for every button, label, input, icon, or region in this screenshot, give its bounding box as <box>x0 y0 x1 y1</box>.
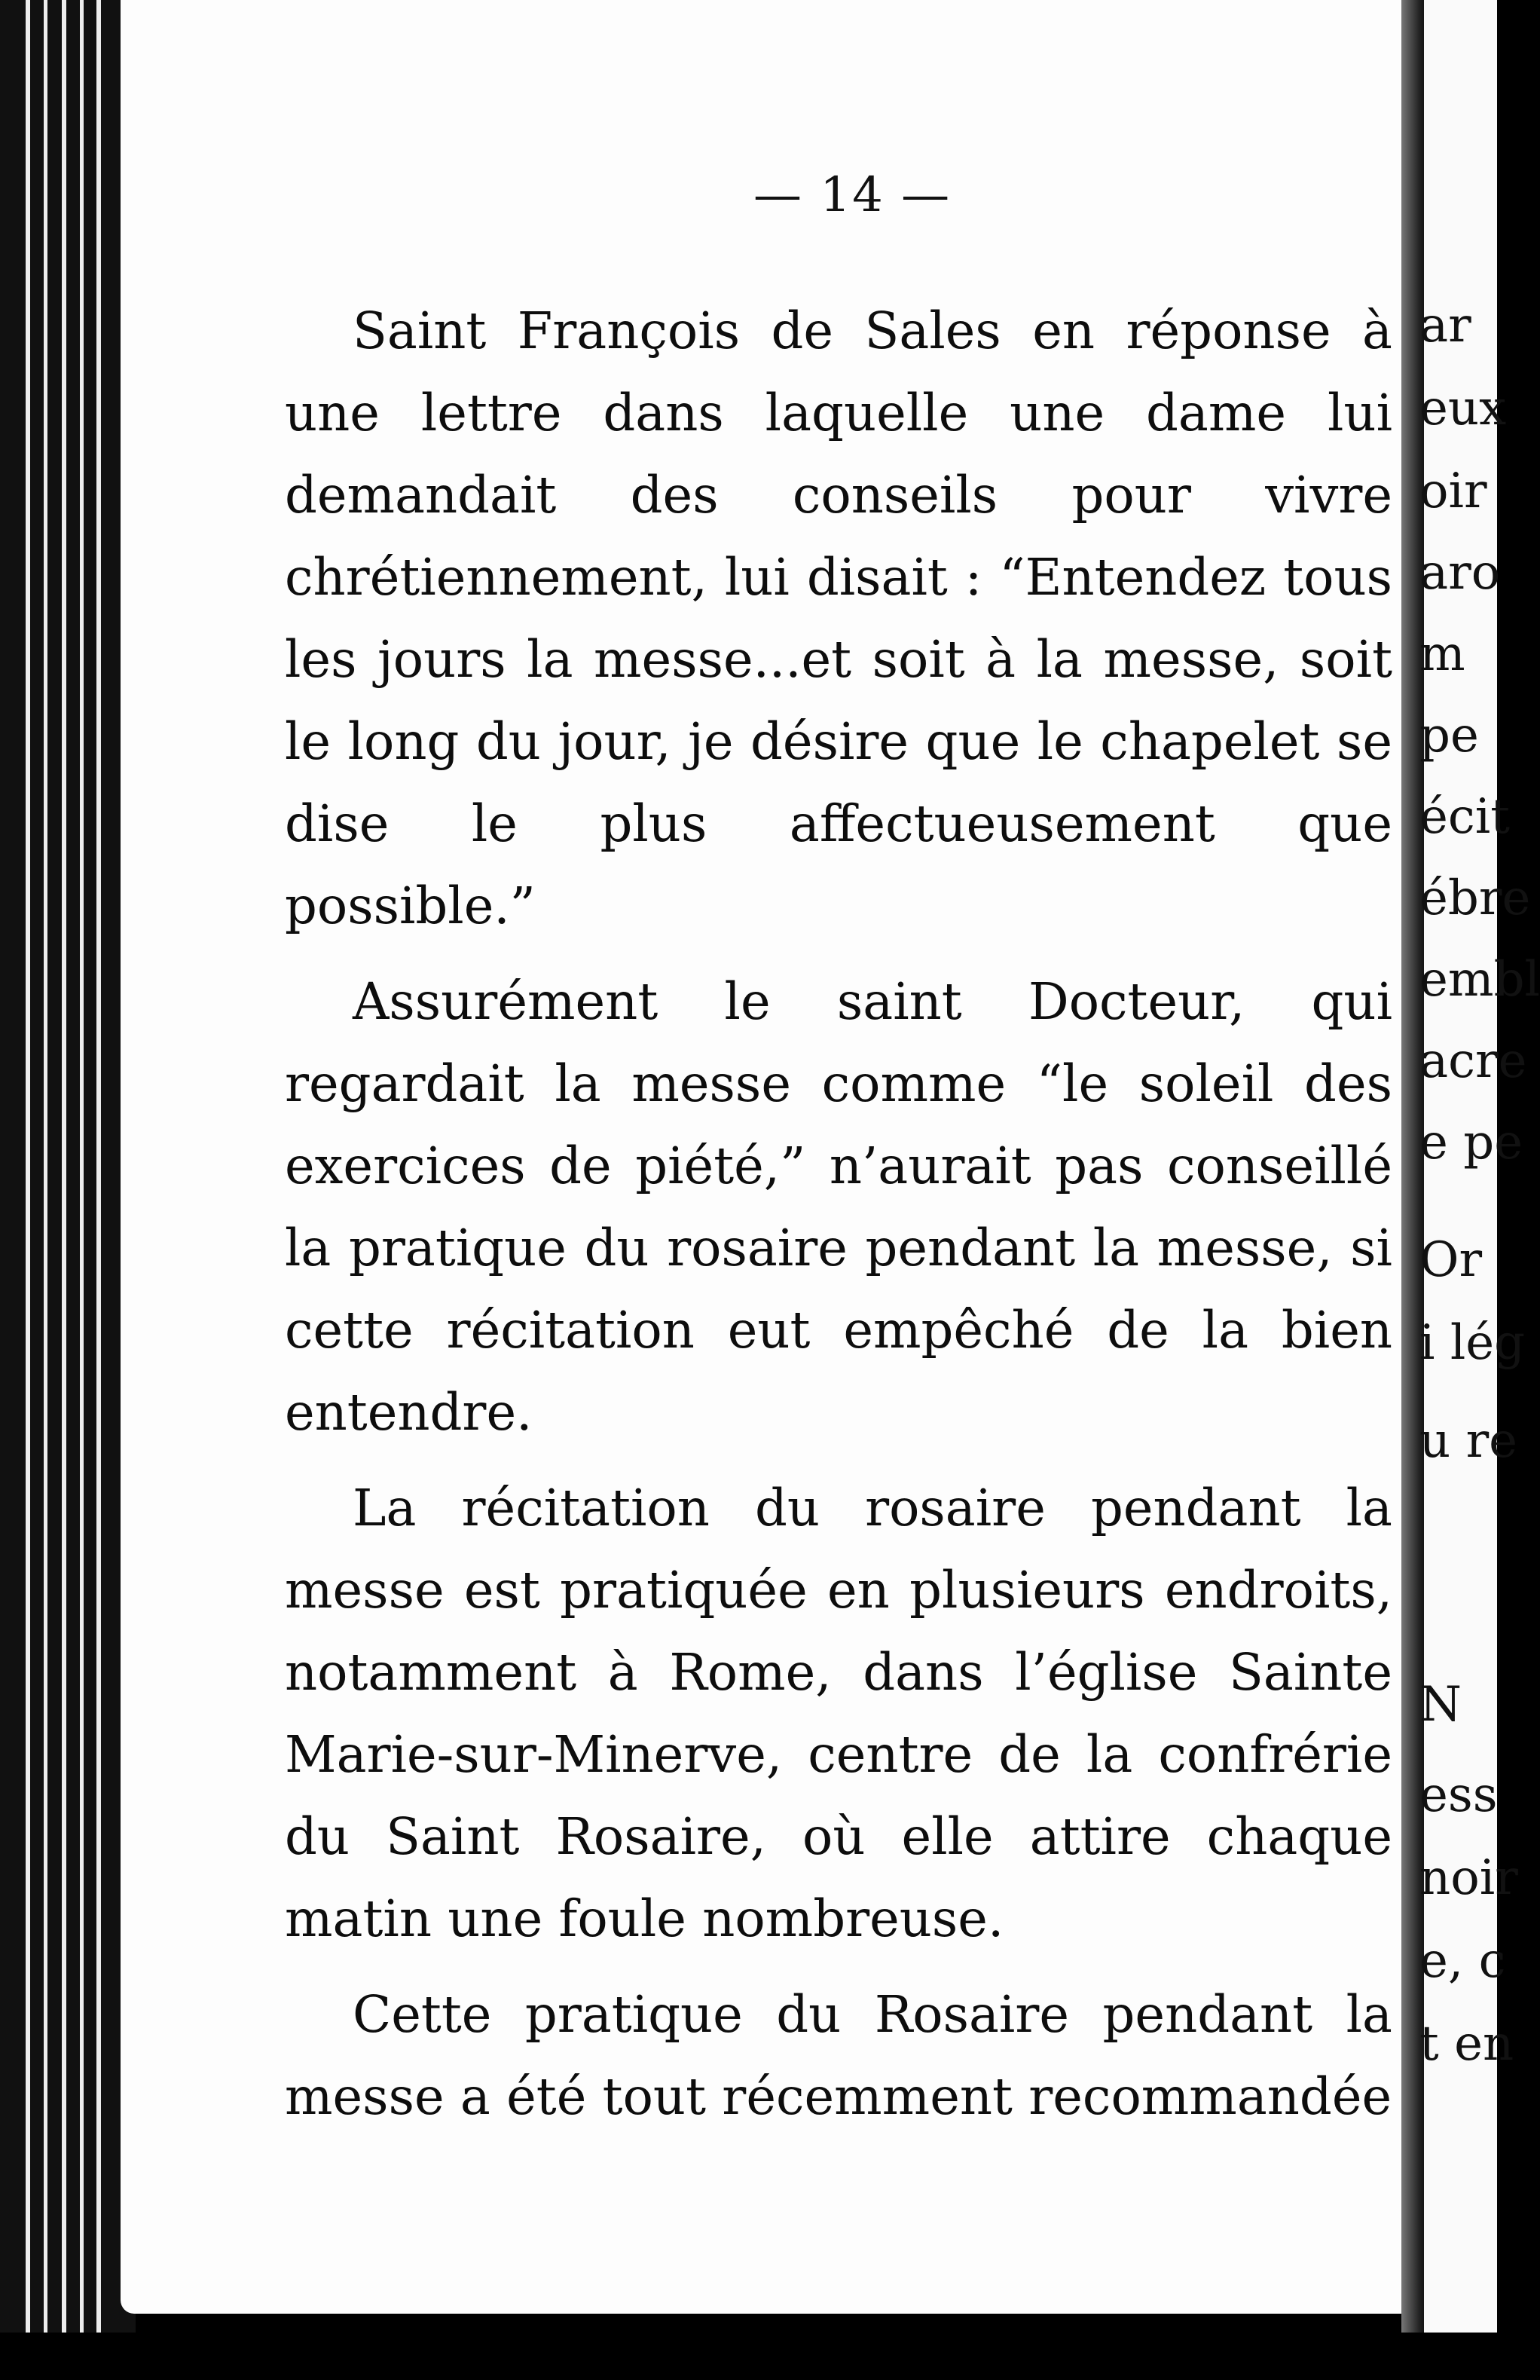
facing-fragment: Or <box>1419 1232 1483 1288</box>
facing-fragment: ar <box>1419 298 1471 353</box>
page-edge <box>80 0 84 2380</box>
book-gutter <box>0 0 136 2380</box>
page-edge <box>44 0 47 2380</box>
facing-fragment: i lég <box>1419 1315 1526 1371</box>
page-edge <box>62 0 66 2380</box>
facing-fragment: e, c <box>1419 1933 1506 1989</box>
facing-fragment: écit <box>1419 789 1510 845</box>
page-edge <box>26 0 30 2380</box>
page-number: — 14 — <box>753 167 952 223</box>
paragraph: La récitation du rosaire pendant la messe est pratiquée en plusieurs endroits, notamment à Rome, dans l’église Sainte Marie-sur-Minerve, centre de la confrérie du Saint Rosaire, où elle attire chaque matin une foule nombreuse. <box>285 1479 1392 1948</box>
facing-fragment: eux <box>1419 381 1507 436</box>
facing-fragment: t en <box>1419 2016 1514 2072</box>
page-edge <box>96 0 101 2380</box>
facing-fragment: oir <box>1419 463 1487 519</box>
page-text <box>285 290 1392 2138</box>
facing-fragment: acre <box>1419 1033 1527 1089</box>
paragraph: Cette pratique du Rosaire pendant la messe a été tout récemment recommandée <box>285 1985 1392 2126</box>
facing-fragment: pe <box>1419 708 1479 763</box>
scan-bottom-border <box>0 2333 1497 2380</box>
facing-fragment: m <box>1419 626 1465 682</box>
facing-page <box>1419 0 1540 2380</box>
facing-fragment: embl <box>1419 952 1540 1008</box>
facing-fragment: ess <box>1419 1767 1498 1823</box>
facing-fragment: e pe <box>1419 1115 1523 1170</box>
facing-fragment: u re <box>1419 1413 1518 1469</box>
facing-fragment: aro <box>1419 545 1501 601</box>
facing-fragment: N <box>1419 1677 1462 1733</box>
facing-fragment: ébre <box>1419 870 1531 926</box>
paragraph: Saint François de Sales en réponse à une lettre dans laquelle une dame lui demandait des conseils pour vivre chrétiennement, lui disait : “Entendez tous les jours la messe...et soit à la messe, soit le long du jour, je désire que le chapelet se dise le plus affectueusement que possible.” <box>285 301 1392 935</box>
paragraph: Assurément le saint Docteur, qui regardait la messe comme “le soleil des exercices de piété,” n’aurait pas conseillé la pratique du rosaire pendant la messe, si cette récitation eut empêché de la bien entendre. <box>285 972 1392 1442</box>
facing-fragment: noir <box>1419 1850 1518 1906</box>
